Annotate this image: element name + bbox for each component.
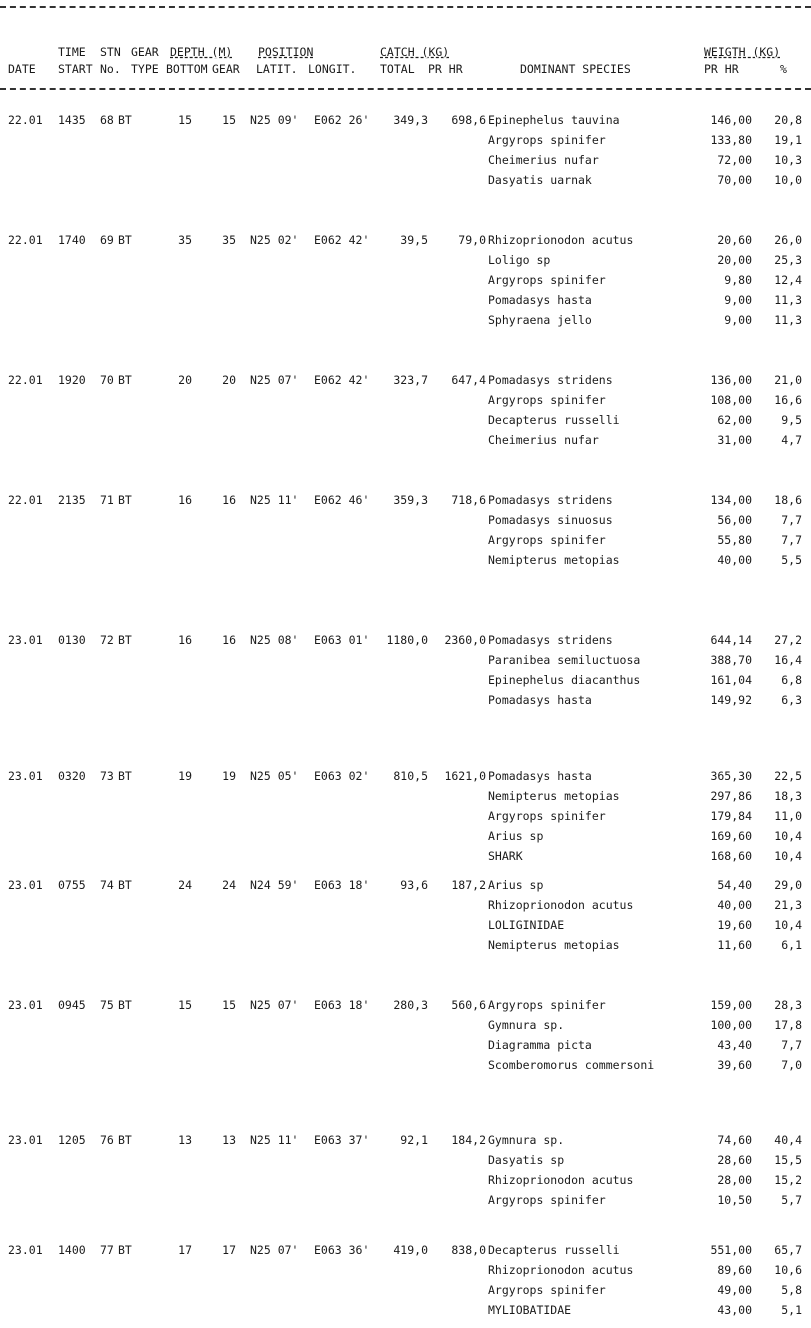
species-name: Epinephelus tauvina xyxy=(488,113,620,127)
species-weight: 179,84 xyxy=(710,809,752,823)
species-name: Rhizoprionodon acutus xyxy=(488,898,634,912)
weight-list xyxy=(690,995,752,1075)
species-weight: 11,60 xyxy=(717,938,752,952)
header-species: DOMINANT SPECIES xyxy=(520,62,631,76)
species-percent: 21,0 xyxy=(774,373,802,387)
species-name: Epinephelus diacanthus xyxy=(488,673,641,687)
species-percent: 6,3 xyxy=(781,693,802,707)
row-gdepth: 19 xyxy=(222,769,236,783)
row-date: 22.01 xyxy=(8,493,43,507)
row-lon: E062 26' xyxy=(314,113,370,127)
species-name: SHARK xyxy=(488,849,523,863)
row-gdepth: 20 xyxy=(222,373,236,387)
row-total: 323,7 xyxy=(393,373,428,387)
row-lat: N25 02' xyxy=(250,233,299,247)
header-catch-top: CATCH (KG) xyxy=(380,45,450,59)
header-catch-prhr: PR HR xyxy=(428,62,463,76)
species-percent: 28,3 xyxy=(774,998,802,1012)
row-stn: 75 xyxy=(100,998,114,1012)
row-prhr: 2360,0 xyxy=(444,633,486,647)
row-lon: E062 42' xyxy=(314,233,370,247)
row-gdepth: 16 xyxy=(222,493,236,507)
species-weight: 20,00 xyxy=(717,253,752,267)
percent-list xyxy=(758,490,802,570)
row-stn: 73 xyxy=(100,769,114,783)
species-weight: 146,00 xyxy=(710,113,752,127)
row-lat: N25 07' xyxy=(250,1243,299,1257)
row-lon: E063 02' xyxy=(314,769,370,783)
species-weight: 55,80 xyxy=(717,533,752,547)
species-percent: 29,0 xyxy=(774,878,802,892)
species-name: Nemipterus metopias xyxy=(488,789,620,803)
weight-list xyxy=(690,875,752,955)
row-lon: E063 01' xyxy=(314,633,370,647)
row-lat: N25 09' xyxy=(250,113,299,127)
row-total: 1180,0 xyxy=(386,633,428,647)
row-date: 23.01 xyxy=(8,1243,43,1257)
species-weight: 10,50 xyxy=(717,1193,752,1207)
row-bottom: 16 xyxy=(178,493,192,507)
header-position-top: POSITION xyxy=(258,45,314,59)
row-stn: 71 xyxy=(100,493,114,507)
row-total: 349,3 xyxy=(393,113,428,127)
header-depth-gear: GEAR xyxy=(212,62,240,76)
percent-list xyxy=(758,1240,802,1320)
row-gear: BT xyxy=(118,373,132,387)
row-stn: 76 xyxy=(100,1133,114,1147)
percent-list xyxy=(758,875,802,955)
row-lat: N25 07' xyxy=(250,998,299,1012)
species-list xyxy=(488,875,633,955)
row-prhr: 560,6 xyxy=(451,998,486,1012)
species-name: Sphyraena jello xyxy=(488,313,592,327)
row-date: 22.01 xyxy=(8,373,43,387)
row-gear: BT xyxy=(118,233,132,247)
top-divider xyxy=(0,6,811,8)
row-stn: 72 xyxy=(100,633,114,647)
row-stn: 69 xyxy=(100,233,114,247)
species-percent: 16,6 xyxy=(774,393,802,407)
row-time: 1920 xyxy=(58,373,86,387)
row-total: 93,6 xyxy=(400,878,428,892)
row-lat: N25 11' xyxy=(250,1133,299,1147)
species-percent: 19,1 xyxy=(774,133,802,147)
row-lon: E063 36' xyxy=(314,1243,370,1257)
species-weight: 136,00 xyxy=(710,373,752,387)
species-percent: 27,2 xyxy=(774,633,802,647)
percent-list xyxy=(758,766,802,866)
species-percent: 11,0 xyxy=(774,809,802,823)
row-bottom: 20 xyxy=(178,373,192,387)
species-percent: 12,4 xyxy=(774,273,802,287)
species-name: Rhizoprionodon acutus xyxy=(488,1173,634,1187)
row-time: 0320 xyxy=(58,769,86,783)
species-percent: 18,6 xyxy=(774,493,802,507)
species-name: Decapterus russelli xyxy=(488,1243,620,1257)
row-time: 1400 xyxy=(58,1243,86,1257)
species-weight: 149,92 xyxy=(710,693,752,707)
species-weight: 43,40 xyxy=(717,1038,752,1052)
species-weight: 9,00 xyxy=(724,313,752,327)
species-name: Pomadasys hasta xyxy=(488,293,592,307)
species-name: Argyrops spinifer xyxy=(488,809,606,823)
species-name: Arius sp xyxy=(488,878,544,892)
header-stn-bottom: No. xyxy=(100,62,121,76)
row-date: 22.01 xyxy=(8,233,43,247)
species-percent: 10,4 xyxy=(774,918,802,932)
row-bottom: 13 xyxy=(178,1133,192,1147)
header-longitude: LONGIT. xyxy=(308,62,357,76)
header-time-bottom: START xyxy=(58,62,93,76)
species-name: Dasyatis uarnak xyxy=(488,173,592,187)
species-list xyxy=(488,766,620,866)
species-weight: 9,80 xyxy=(724,273,752,287)
species-percent: 5,1 xyxy=(781,1303,802,1317)
row-prhr: 1621,0 xyxy=(444,769,486,783)
weight-list xyxy=(690,370,752,450)
species-name: Pomadasys stridens xyxy=(488,493,613,507)
row-stn: 77 xyxy=(100,1243,114,1257)
row-total: 92,1 xyxy=(400,1133,428,1147)
row-gdepth: 35 xyxy=(222,233,236,247)
header-depth-top: DEPTH (M) xyxy=(170,45,233,59)
species-percent: 6,8 xyxy=(781,673,802,687)
percent-list xyxy=(758,630,802,710)
weight-list xyxy=(690,1240,752,1320)
row-gear: BT xyxy=(118,493,132,507)
species-weight: 19,60 xyxy=(717,918,752,932)
row-bottom: 35 xyxy=(178,233,192,247)
row-time: 1740 xyxy=(58,233,86,247)
species-name: Pomadasys stridens xyxy=(488,633,613,647)
species-percent: 18,3 xyxy=(774,789,802,803)
percent-list xyxy=(758,995,802,1075)
species-name: Argyrops spinifer xyxy=(488,133,606,147)
header-time-top: TIME xyxy=(58,45,86,59)
species-name: Arius sp xyxy=(488,829,544,843)
row-prhr: 698,6 xyxy=(451,113,486,127)
species-weight: 108,00 xyxy=(710,393,752,407)
species-weight: 28,60 xyxy=(717,1153,752,1167)
row-time: 2135 xyxy=(58,493,86,507)
species-percent: 7,7 xyxy=(781,513,802,527)
species-list xyxy=(488,230,633,330)
species-percent: 7,7 xyxy=(781,1038,802,1052)
row-stn: 68 xyxy=(100,113,114,127)
row-gdepth: 15 xyxy=(222,113,236,127)
species-percent: 10,6 xyxy=(774,1263,802,1277)
header-gear-bottom: TYPE xyxy=(131,62,159,76)
species-percent: 15,5 xyxy=(774,1153,802,1167)
row-lon: E063 18' xyxy=(314,998,370,1012)
species-weight: 72,00 xyxy=(717,153,752,167)
row-total: 359,3 xyxy=(393,493,428,507)
species-list xyxy=(488,490,620,570)
row-lon: E063 18' xyxy=(314,878,370,892)
species-name: Argyrops spinifer xyxy=(488,1193,606,1207)
species-name: Argyrops spinifer xyxy=(488,1283,606,1297)
species-list xyxy=(488,1130,633,1210)
species-percent: 16,4 xyxy=(774,653,802,667)
row-gear: BT xyxy=(118,998,132,1012)
row-time: 1205 xyxy=(58,1133,86,1147)
species-weight: 39,60 xyxy=(717,1058,752,1072)
species-name: Cheimerius nufar xyxy=(488,153,599,167)
row-date: 23.01 xyxy=(8,998,43,1012)
species-list xyxy=(488,995,654,1075)
weight-list xyxy=(690,766,752,866)
species-list xyxy=(488,370,620,450)
species-weight: 31,00 xyxy=(717,433,752,447)
row-prhr: 187,2 xyxy=(451,878,486,892)
species-weight: 70,00 xyxy=(717,173,752,187)
species-name: Paranibea semiluctuosa xyxy=(488,653,641,667)
species-percent: 7,0 xyxy=(781,1058,802,1072)
species-weight: 134,00 xyxy=(710,493,752,507)
header-divider xyxy=(0,88,811,90)
species-weight: 56,00 xyxy=(717,513,752,527)
header-weight-prhr: PR HR xyxy=(704,62,739,76)
species-weight: 20,60 xyxy=(717,233,752,247)
species-percent: 5,8 xyxy=(781,1283,802,1297)
species-weight: 133,80 xyxy=(710,133,752,147)
species-name: Nemipterus metopias xyxy=(488,553,620,567)
row-total: 419,0 xyxy=(393,1243,428,1257)
row-prhr: 647,4 xyxy=(451,373,486,387)
row-total: 39,5 xyxy=(400,233,428,247)
row-prhr: 79,0 xyxy=(458,233,486,247)
species-percent: 10,3 xyxy=(774,153,802,167)
row-gdepth: 16 xyxy=(222,633,236,647)
species-name: Loligo sp xyxy=(488,253,551,267)
species-weight: 297,86 xyxy=(710,789,752,803)
species-percent: 25,3 xyxy=(774,253,802,267)
row-bottom: 16 xyxy=(178,633,192,647)
species-weight: 551,00 xyxy=(710,1243,752,1257)
row-lat: N25 08' xyxy=(250,633,299,647)
row-total: 810,5 xyxy=(393,769,428,783)
species-list xyxy=(488,1240,633,1320)
species-percent: 20,8 xyxy=(774,113,802,127)
row-gdepth: 15 xyxy=(222,998,236,1012)
header-latitude: LATIT. xyxy=(256,62,298,76)
species-weight: 74,60 xyxy=(717,1133,752,1147)
weight-list xyxy=(690,230,752,330)
species-weight: 89,60 xyxy=(717,1263,752,1277)
row-gear: BT xyxy=(118,113,132,127)
row-bottom: 17 xyxy=(178,1243,192,1257)
species-weight: 161,04 xyxy=(710,673,752,687)
species-weight: 388,70 xyxy=(710,653,752,667)
species-percent: 17,8 xyxy=(774,1018,802,1032)
row-time: 1435 xyxy=(58,113,86,127)
species-weight: 9,00 xyxy=(724,293,752,307)
row-stn: 70 xyxy=(100,373,114,387)
row-lat: N24 59' xyxy=(250,878,299,892)
species-name: Pomadasys hasta xyxy=(488,693,592,707)
species-percent: 26,0 xyxy=(774,233,802,247)
species-percent: 11,3 xyxy=(774,313,802,327)
row-bottom: 15 xyxy=(178,113,192,127)
species-name: Diagramma picta xyxy=(488,1038,592,1052)
species-name: Argyrops spinifer xyxy=(488,393,606,407)
species-weight: 40,00 xyxy=(717,898,752,912)
row-total: 280,3 xyxy=(393,998,428,1012)
species-weight: 54,40 xyxy=(717,878,752,892)
row-date: 23.01 xyxy=(8,633,43,647)
row-bottom: 19 xyxy=(178,769,192,783)
row-date: 23.01 xyxy=(8,1133,43,1147)
row-gdepth: 24 xyxy=(222,878,236,892)
species-name: Pomadasys stridens xyxy=(488,373,613,387)
row-time: 0755 xyxy=(58,878,86,892)
row-date: 23.01 xyxy=(8,878,43,892)
row-prhr: 718,6 xyxy=(451,493,486,507)
row-lat: N25 07' xyxy=(250,373,299,387)
species-name: Dasyatis sp xyxy=(488,1153,565,1167)
weight-list xyxy=(690,110,752,190)
species-name: Argyrops spinifer xyxy=(488,998,606,1012)
species-name: Argyrops spinifer xyxy=(488,273,606,287)
header-weight-top: WEIGTH (KG) xyxy=(704,45,781,59)
species-percent: 65,7 xyxy=(774,1243,802,1257)
species-weight: 159,00 xyxy=(710,998,752,1012)
species-name: Nemipterus metopias xyxy=(488,938,620,952)
row-gear: BT xyxy=(118,878,132,892)
weight-list xyxy=(690,1130,752,1210)
row-prhr: 838,0 xyxy=(451,1243,486,1257)
species-weight: 40,00 xyxy=(717,553,752,567)
species-weight: 28,00 xyxy=(717,1173,752,1187)
species-weight: 49,00 xyxy=(717,1283,752,1297)
species-percent: 5,5 xyxy=(781,553,802,567)
row-date: 23.01 xyxy=(8,769,43,783)
row-gear: BT xyxy=(118,1243,132,1257)
species-list xyxy=(488,630,640,710)
species-percent: 4,7 xyxy=(781,433,802,447)
species-percent: 9,5 xyxy=(781,413,802,427)
row-stn: 74 xyxy=(100,878,114,892)
row-gear: BT xyxy=(118,633,132,647)
row-lon: E062 46' xyxy=(314,493,370,507)
species-percent: 7,7 xyxy=(781,533,802,547)
header-weight-pct: % xyxy=(780,62,787,76)
weight-list xyxy=(690,490,752,570)
row-date: 22.01 xyxy=(8,113,43,127)
header-stn-top: STN xyxy=(100,45,121,59)
header-date: DATE xyxy=(8,62,36,76)
header-catch-total: TOTAL xyxy=(380,62,415,76)
species-name: LOLIGINIDAE xyxy=(488,918,565,932)
species-name: Gymnura sp. xyxy=(488,1133,565,1147)
row-bottom: 15 xyxy=(178,998,192,1012)
species-percent: 15,2 xyxy=(774,1173,802,1187)
species-weight: 644,14 xyxy=(710,633,752,647)
species-weight: 168,60 xyxy=(710,849,752,863)
species-name: Decapterus russelli xyxy=(488,413,620,427)
species-percent: 10,4 xyxy=(774,829,802,843)
species-name: Argyrops spinifer xyxy=(488,533,606,547)
weight-list xyxy=(690,630,752,710)
species-percent: 5,7 xyxy=(781,1193,802,1207)
header-depth-bottom: BOTTOM xyxy=(166,62,208,76)
species-name: Scomberomorus commersoni xyxy=(488,1058,655,1072)
row-gear: BT xyxy=(118,769,132,783)
species-percent: 11,3 xyxy=(774,293,802,307)
species-weight: 62,00 xyxy=(717,413,752,427)
species-percent: 6,1 xyxy=(781,938,802,952)
row-lat: N25 11' xyxy=(250,493,299,507)
species-weight: 365,30 xyxy=(710,769,752,783)
species-percent: 10,0 xyxy=(774,173,802,187)
species-name: Pomadasys sinuosus xyxy=(488,513,613,527)
row-gear: BT xyxy=(118,1133,132,1147)
species-percent: 21,3 xyxy=(774,898,802,912)
percent-list xyxy=(758,110,802,190)
species-name: Rhizoprionodon acutus xyxy=(488,1263,634,1277)
row-bottom: 24 xyxy=(178,878,192,892)
row-time: 0130 xyxy=(58,633,86,647)
row-gdepth: 17 xyxy=(222,1243,236,1257)
species-weight: 43,00 xyxy=(717,1303,752,1317)
percent-list xyxy=(758,370,802,450)
species-name: MYLIOBATIDAE xyxy=(488,1303,572,1317)
percent-list xyxy=(758,230,802,330)
species-percent: 40,4 xyxy=(774,1133,802,1147)
row-lon: E062 42' xyxy=(314,373,370,387)
species-weight: 100,00 xyxy=(710,1018,752,1032)
row-prhr: 184,2 xyxy=(451,1133,486,1147)
header-gear-top: GEAR xyxy=(131,45,159,59)
species-weight: 169,60 xyxy=(710,829,752,843)
species-name: Pomadasys hasta xyxy=(488,769,592,783)
row-time: 0945 xyxy=(58,998,86,1012)
species-name: Rhizoprionodon acutus xyxy=(488,233,634,247)
species-name: Cheimerius nufar xyxy=(488,433,599,447)
species-percent: 22,5 xyxy=(774,769,802,783)
row-lon: E063 37' xyxy=(314,1133,370,1147)
species-percent: 10,4 xyxy=(774,849,802,863)
species-name: Gymnura sp. xyxy=(488,1018,565,1032)
row-lat: N25 05' xyxy=(250,769,299,783)
row-gdepth: 13 xyxy=(222,1133,236,1147)
species-list xyxy=(488,110,620,190)
percent-list xyxy=(758,1130,802,1210)
